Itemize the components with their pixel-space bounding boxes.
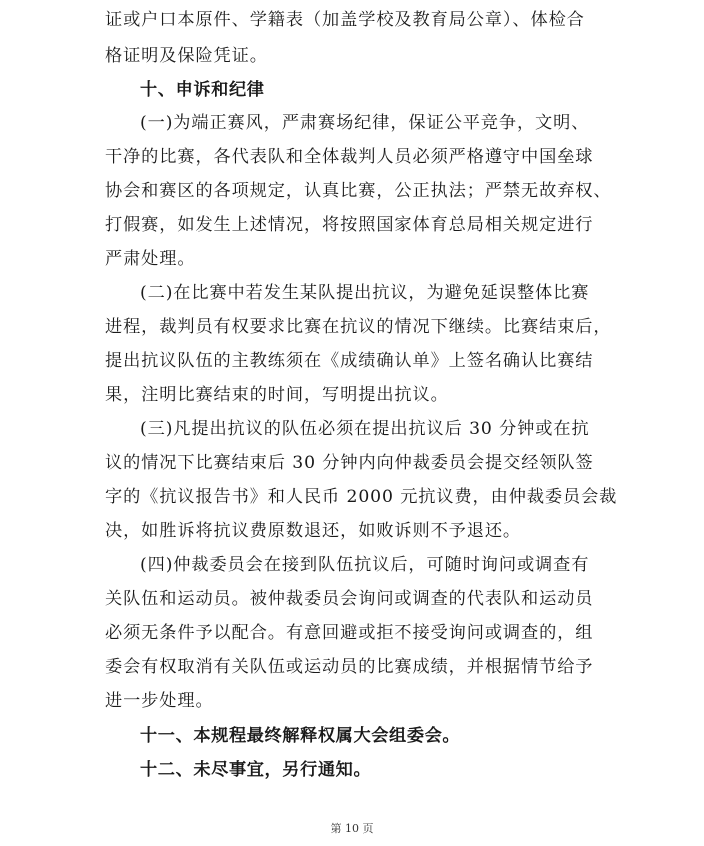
body-text-line: 委会有权取消有关队伍或运动员的比赛成绩，并根据情节给予 xyxy=(105,657,594,677)
body-text-line: (二)在比赛中若发生某队提出抗议，为避免延误整体比赛 xyxy=(140,283,590,303)
body-text-line: 协会和赛区的各项规定，认真比赛，公正执法；严禁无故弃权、 xyxy=(105,181,612,201)
body-text-line: 决，如胜诉将抗议费原数退还，如败诉则不予退还。 xyxy=(105,521,522,541)
body-text-line: 关队伍和运动员。被仲裁委员会询问或调查的代表队和运动员 xyxy=(105,589,594,609)
body-text-line: 干净的比赛，各代表队和全体裁判人员必须严格遵守中国垒球 xyxy=(105,147,594,167)
body-text-line: (一)为端正赛风，严肃赛场纪律，保证公平竞争，文明、 xyxy=(140,113,590,133)
body-text-line: 打假赛，如发生上述情况，将按照国家体育总局相关规定进行 xyxy=(105,215,594,235)
body-text-line: 格证明及保险凭证。 xyxy=(105,46,268,66)
body-text-line: (三)凡提出抗议的队伍必须在提出抗议后 30 分钟或在抗 xyxy=(140,419,590,439)
body-text-line: 证或户口本原件、学籍表（加盖学校及教育局公章）、体检合 xyxy=(105,10,585,30)
body-text-line: 必须无条件予以配合。有意回避或拒不接受询问或调查的，组 xyxy=(105,623,594,643)
body-text-line: 进程，裁判员有权要求比赛在抗议的情况下继续。比赛结束后， xyxy=(105,317,612,337)
section-heading: 十、申诉和纪律 xyxy=(140,80,265,100)
body-text-line: (四)仲裁委员会在接到队伍抗议后，可随时询问或调查有 xyxy=(140,555,590,575)
body-text-line: 果，注明比赛结束的时间，写明提出抗议。 xyxy=(105,385,449,405)
body-text-line: 严肃处理。 xyxy=(105,249,196,269)
page-number: 第 10 页 xyxy=(330,822,374,835)
body-text-line: 进一步处理。 xyxy=(105,691,214,711)
body-text-line: 议的情况下比赛结束后 30 分钟内向仲裁委员会提交经领队签 xyxy=(105,453,594,473)
section-heading: 十一、本规程最终解释权属大会组委会。 xyxy=(140,726,461,746)
body-text-line: 提出抗议队伍的主教练须在《成绩确认单》上签名确认比赛结 xyxy=(105,351,594,371)
section-heading: 十二、未尽事宜，另行通知。 xyxy=(140,760,372,780)
body-text-line: 字的《抗议报告书》和人民币 2000 元抗议费，由仲裁委员会裁 xyxy=(105,487,618,507)
